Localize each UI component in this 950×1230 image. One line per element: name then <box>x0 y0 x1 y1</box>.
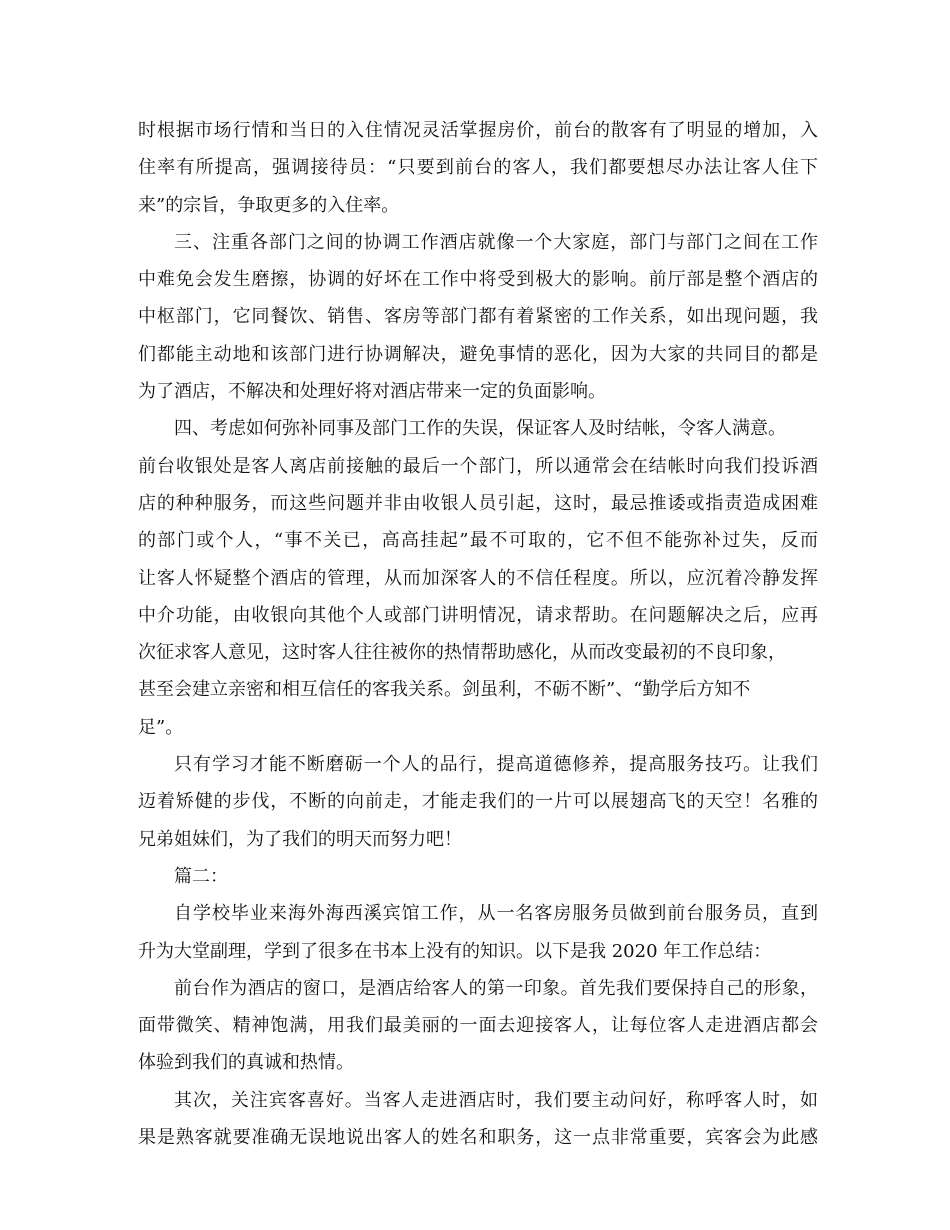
text-line: 迈着矫健的步伐，不断的向前走，才能走我们的一片可以展翅高飞的天空！名雅的 <box>138 791 818 813</box>
text-line: 的部门或个人，“事不关已，高高挂起”最不可取的，它不但不能弥补过失，反而 <box>138 530 818 552</box>
text-line: 果是熟客就要准确无误地说出客人的姓名和职务，这一点非常重要，宾客会为此感 <box>138 1127 818 1149</box>
text-line: 其次，关注宾客喜好。当客人走进酒店时，我们要主动问好，称呼客人时，如 <box>174 1089 818 1111</box>
text-line: 兄弟姐妹们，为了我们的明天而努力吧！ <box>138 828 462 850</box>
text-line: 只有学习才能不断磨砺一个人的品行，提高道德修养，提高服务技巧。让我们 <box>174 754 818 776</box>
text-line: 自学校毕业来海外海西溪宾馆工作，从一名客房服务员做到前台服务员，直到 <box>174 903 818 925</box>
text-line: 面带微笑、精神饱满，用我们最美丽的一面去迎接客人，让每位客人走进酒店都会 <box>138 1015 818 1037</box>
paragraph <box>138 410 818 746</box>
text-line: 甚至会建立亲密和相互信任的客我关系。剑虽利，不砺不断”、“勤学后方知不 <box>138 679 751 701</box>
text-line: 让客人怀疑整个酒店的管理，从而加深客人的不信任程度。所以，应沉着冷静发挥 <box>138 567 818 589</box>
text-line: 体验到我们的真诚和热情。 <box>138 1052 354 1074</box>
text-line: 中介功能，由收银向其他个人或部门讲明情况，请求帮助。在问题解决之后，应再 <box>138 604 818 626</box>
paragraph <box>138 970 818 1082</box>
paragraph <box>138 112 818 224</box>
text-line: 前台收银处是客人离店前接触的最后一个部门，所以通常会在结帐时向我们投诉酒 <box>138 455 818 477</box>
text-line: 住率有所提高，强调接待员：“只要到前台的客人，我们都要想尽办法让客人住下 <box>138 157 818 179</box>
text-line: 三、注重各部门之间的协调工作酒店就像一个大家庭，部门与部门之间在工作 <box>174 231 818 253</box>
text-line: 为了酒店，不解决和处理好将对酒店带来一定的负面影响。 <box>138 381 606 403</box>
paragraph <box>138 746 818 858</box>
section-heading-text: 篇二： <box>174 865 228 887</box>
text-line: 次征求客人意见，这时客人往往被你的热情帮助感化，从而改变最初的不良印象， <box>138 642 786 664</box>
text-line: 店的种种服务，而这些问题并非由收银人员引起，这时，最忌推诿或指责造成困难 <box>138 492 818 514</box>
text-line: 中枢部门，它同餐饮、销售、客房等部门都有着紧密的工作关系，如出现问题，我 <box>138 306 818 328</box>
paragraph <box>138 224 818 410</box>
text-line: 足”。 <box>138 716 184 738</box>
text-line: 时根据市场行情和当日的入住情况灵活掌握房价，前台的散客有了明显的增加，入 <box>138 120 818 141</box>
document-body <box>138 112 818 1156</box>
paragraph <box>138 895 818 970</box>
text-line: 升为大堂副理，学到了很多在书本上没有的知识。以下是我 2020 年工作总结： <box>138 940 772 962</box>
section-heading <box>138 858 818 895</box>
text-line: 前台作为酒店的窗口，是酒店给客人的第一印象。首先我们要保持自己的形象， <box>174 977 818 999</box>
text-line: 中难免会发生磨擦，协调的好坏在工作中将受到极大的影响。前厅部是整个酒店的 <box>138 269 818 291</box>
text-line: 四、考虑如何弥补同事及部门工作的失误，保证客人及时结帐，令客人满意。 <box>174 418 786 440</box>
text-line: 们都能主动地和该部门进行协调解决，避免事情的恶化，因为大家的共同目的都是 <box>138 343 818 365</box>
text-line: 来”的宗旨，争取更多的入住率。 <box>138 194 400 216</box>
paragraph <box>138 1082 818 1157</box>
